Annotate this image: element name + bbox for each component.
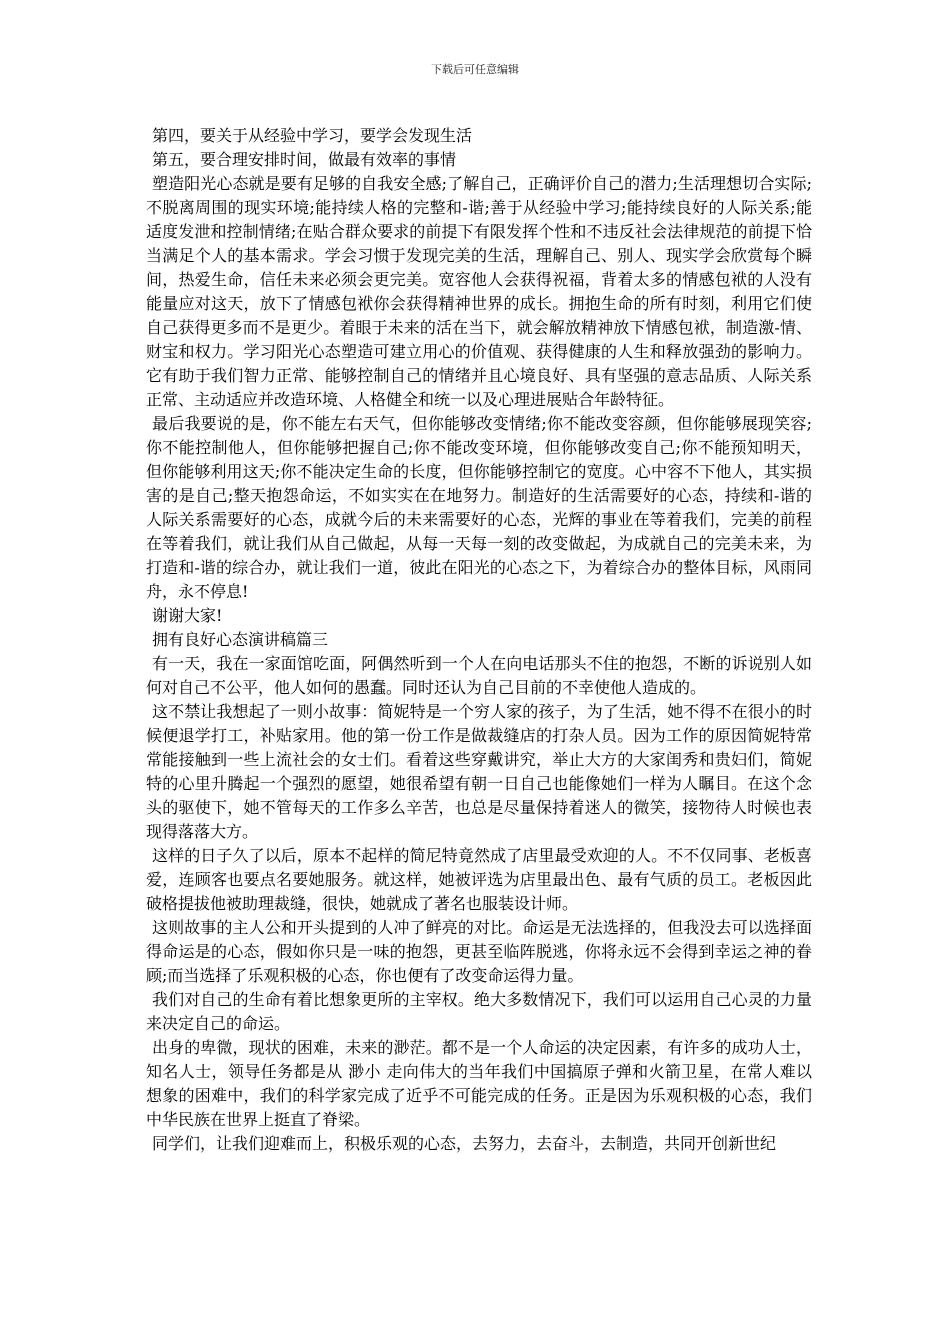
paragraph-mastery: 我们对自己的生命有着比想象更所的主宰权。绝大多数情况下，我们可以运用自己心灵的力量来决定自己的命运。 xyxy=(146,990,812,1033)
paragraph-humble-origins: 出身的卑微，现状的困难，未来的渺茫。都不是一个人命运的决定因素，有许多的成功人士，知名人士，领导任务都是从 渺小 走向伟大的当年我们中国搞原子弹和火箭卫星，在常人难以想象的困难中，我们的科学家完成了近乎不可能完成的任务。正是因为乐观积极的心态，我们中华民族在世界上挺直了脊梁。 xyxy=(146,1038,812,1129)
paragraph-call-to-action: 同学们，让我们迎难而上，积极乐观的心态，去努力，去奋斗，去制造，共同开创新世纪 xyxy=(152,1134,777,1153)
paragraph-sunshine-mindset: 塑造阳光心态就是要有足够的自我安全感;了解自己，正确评价自己的潜力;生活理想切合实际;不脱离周围的现实环境;能持续人格的完整和-谐;善于从经验中学习;能持续良好的人际关系;能适度发泄和控制情绪;在贴合群众要求的前提下有限发挥个性和不违反社会法律规范的前提下恰当满足个人的基本需求。学会习惯于发现完美的生活，理解自己、别人、现实学会欣赏每个瞬间，热爱生命，信任未来必须会更完美。宽容他人会获得祝福，背着太多的情感包袱的人没有能量应对这天，放下了情感包袱你会获得精神世界的成长。拥抱生命的所有时刻，利用它们使自己获得更多而不是更少。着眼于未来的活在当下，就会解放精神放下情感包袱，制造激-情、财宝和权力。学习阳光心态塑造可建立用心的价值观、获得健康的人生和释放强劲的影响力。它有助于我们智力正常、能够控制自己的情绪并且心境良好、具有坚强的意志品质、人际关系正常、主动适应并改造环境、人格健全和统一以及心理进展贴合年龄特征。 xyxy=(146,174,812,409)
line-thanks: 谢谢大家! xyxy=(152,606,223,625)
line-fifth-point: 第五，要合理安排时间，做最有效率的事情 xyxy=(152,150,457,169)
document-body xyxy=(146,124,812,1156)
line-fourth-point: 第四，要关于从经验中学习，要学会发现生活 xyxy=(152,126,473,145)
paragraph-noodle-shop: 有一天，我在一家面馆吃面，阿偶然听到一个人在向电话那头不住的抱怨，不断的诉说别人如何对自己不公平，他人如何的愚蠢。同时还认为自己目前的不幸使他人造成的。 xyxy=(146,654,812,697)
paragraph-closing-remarks: 最后我要说的是，你不能左右天气，但你能够改变情绪;你不能改变容颜，但你能够展现笑容;你不能控制他人，但你能够把握自己;你不能改变环境，但你能够改变自己;你不能预知明天，但你能够利用这天;你不能决定生命的长度，但你能够控制它的宽度。心中容不下他人，其实损害的是自己;整天抱怨命运，不如实实在在地努力。制造好的生活需要好的心态，持续和-谐的人际关系需要好的心态，成就今后的未来需要好的心态，光辉的事业在等着我们，完美的前程在等着我们，就让我们从自己做起，从每一天每一刻的改变做起，为成就自己的完美未来，为打造和-谐的综合办，就让我们一道，彼此在阳光的心态之下，为着综合办的整体目标，风雨同舟，永不停息! xyxy=(146,414,812,601)
paragraph-janet-story: 这不禁让我想起了一则小故事：简妮特是一个穷人家的孩子，为了生活，她不得不在很小的时候便退学打工，补贴家用。他的第一份工作是做裁缝店的打杂人员。因为工作的原因简妮特常常能接触到一些上流社会的女士们。看着这些穿戴讲究，举止大方的大家闺秀和贵妇们，简妮特的心里升腾起一个强烈的愿望，她很希望有朝一日自己也能像她们一样为人瞩目。在这个念头的驱使下，她不管每天的工作多么辛苦，也总是尽量保持着迷人的微笑，接物待人时候也表现得落落大方。 xyxy=(146,702,812,841)
section-title-part-three: 拥有良好心态演讲稿篇三 xyxy=(152,630,329,649)
paragraph-contrast: 这则故事的主人公和开头提到的人冲了鲜亮的对比。命运是无法选择的，但我没去可以选择面得命运是的心态，假如你只是一味的抱怨，更甚至临阵脱逃，你将永远不会得到幸运之神的眷顾;而当选择了乐观积极的心态，你也便有了改变命运得力量。 xyxy=(146,918,812,985)
page-header: 下载后可任意编辑 xyxy=(431,63,519,76)
paragraph-janet-success: 这样的日子久了以后，原本不起样的简尼特竟然成了店里最受欢迎的人。不不仅同事、老板喜爱，连顾客也要点名要她服务。就这样，她被评选为店里最出色、最有气质的员工。老板因此破格提拔他被助理裁缝，很快，她就成了著名也服装设计师。 xyxy=(146,846,812,913)
